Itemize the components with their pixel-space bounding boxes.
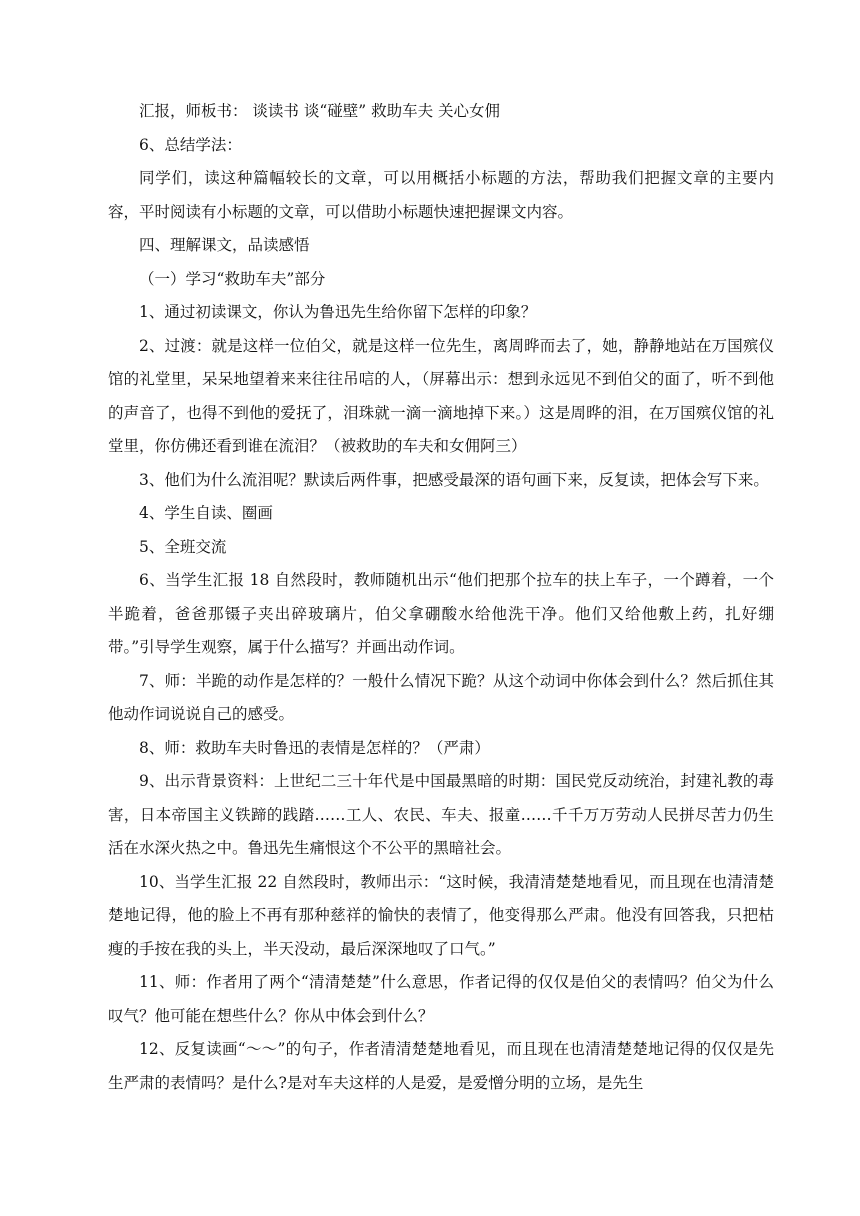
paragraph-item-3: 3、他们为什么流泪呢？默读后两件事，把感受最深的语句画下来，反复读，把体会写下来。 xyxy=(139,470,769,489)
paragraph-step-6-heading: 6、总结学法： xyxy=(139,135,242,154)
document-body xyxy=(108,95,774,1100)
paragraph-item-5: 5、全班交流 xyxy=(139,537,227,556)
paragraph-item-9: 9、出示背景资料：上世纪二三十年代是中国最黑暗的时期：国民党反动统治，封建礼教的毒害，日本帝国主义铁蹄的践踏……工人、农民、车夫、报童……千千万万劳动人民拼尽苦力仍生活在水深火热之中。鲁迅先生痛恨这个不公平的黑暗社会。 xyxy=(108,772,774,857)
paragraph-item-8: 8、师：救助车夫时鲁迅的表情是怎样的？（严肃） xyxy=(139,738,490,757)
paragraph-item-2: 2、过渡：就是这样一位伯父，就是这样一位先生，离周晔而去了，她，静静地站在万国殡仪馆的礼堂里，呆呆地望着来来往往吊唁的人，（屏幕出示：想到永远见不到伯父的面了，听不到他的声音了，也得不到他的爱抚了，泪珠就一滴一滴地掉下来。）这是周晔的泪，在万国殡仪馆的礼堂里，你仿佛还看到谁在流泪？（被救助的车夫和女佣阿三） xyxy=(108,336,774,455)
paragraph-item-12: 12、反复读画“～～”的句子，作者清清楚楚地看见，而且现在也清清楚楚地记得的仅仅是先生严肃的表情吗？是什么?是对车夫这样的人是爱，是爱憎分明的立场，是先生 xyxy=(108,1040,774,1092)
subsection-heading-1: （一）学习“救助车夫”部分 xyxy=(139,269,326,288)
paragraph-item-11: 11、师：作者用了两个“清清楚楚”什么意思，作者记得的仅仅是伯父的表情吗？伯父为什么叹气？他可能在想些什么？你从中体会到什么？ xyxy=(108,973,774,1025)
paragraph-item-10: 10、当学生汇报 22 自然段时，教师出示：“这时候，我清清楚楚地看见，而且现在也清清楚楚地记得，他的脸上不再有那种慈祥的愉快的表情了，他变得那么严肃。他没有回答我，只把枯瘦的手按在我的头上，半天没动，最后深深地叹了口气。” xyxy=(108,872,774,958)
paragraph-item-4: 4、学生自读、圈画 xyxy=(139,504,273,522)
section-heading-4: 四、理解课文，品读感悟 xyxy=(139,236,310,254)
paragraph-method-summary: 同学们，读这种篇幅较长的文章，可以用概括小标题的方法，帮助我们把握文章的主要内容，平时阅读有小标题的文章，可以借助小标题快速把握课文内容。 xyxy=(108,169,774,221)
paragraph-item-7: 7、师：半跪的动作是怎样的？一般什么情况下跪？从这个动词中你体会到什么？然后抓住其他动作词说说自己的感受。 xyxy=(108,671,774,723)
paragraph-item-6: 6、当学生汇报 18 自然段时，教师随机出示“他们把那个拉车的扶上车子，一个蹲着，一个半跪着，爸爸那镊子夹出碎玻璃片，伯父拿硼酸水给他洗干净。他们又给他敷上药，扎好绷带。”引导学生观察，属于什么描写？并画出动作词。 xyxy=(108,571,774,656)
paragraph-board-summary: 汇报，师板书： 谈读书 谈“碰壁” 救助车夫 关心女佣 xyxy=(139,102,501,120)
paragraph-item-1: 1、通过初读课文，你认为鲁迅先生给你留下怎样的印象？ xyxy=(139,303,537,321)
